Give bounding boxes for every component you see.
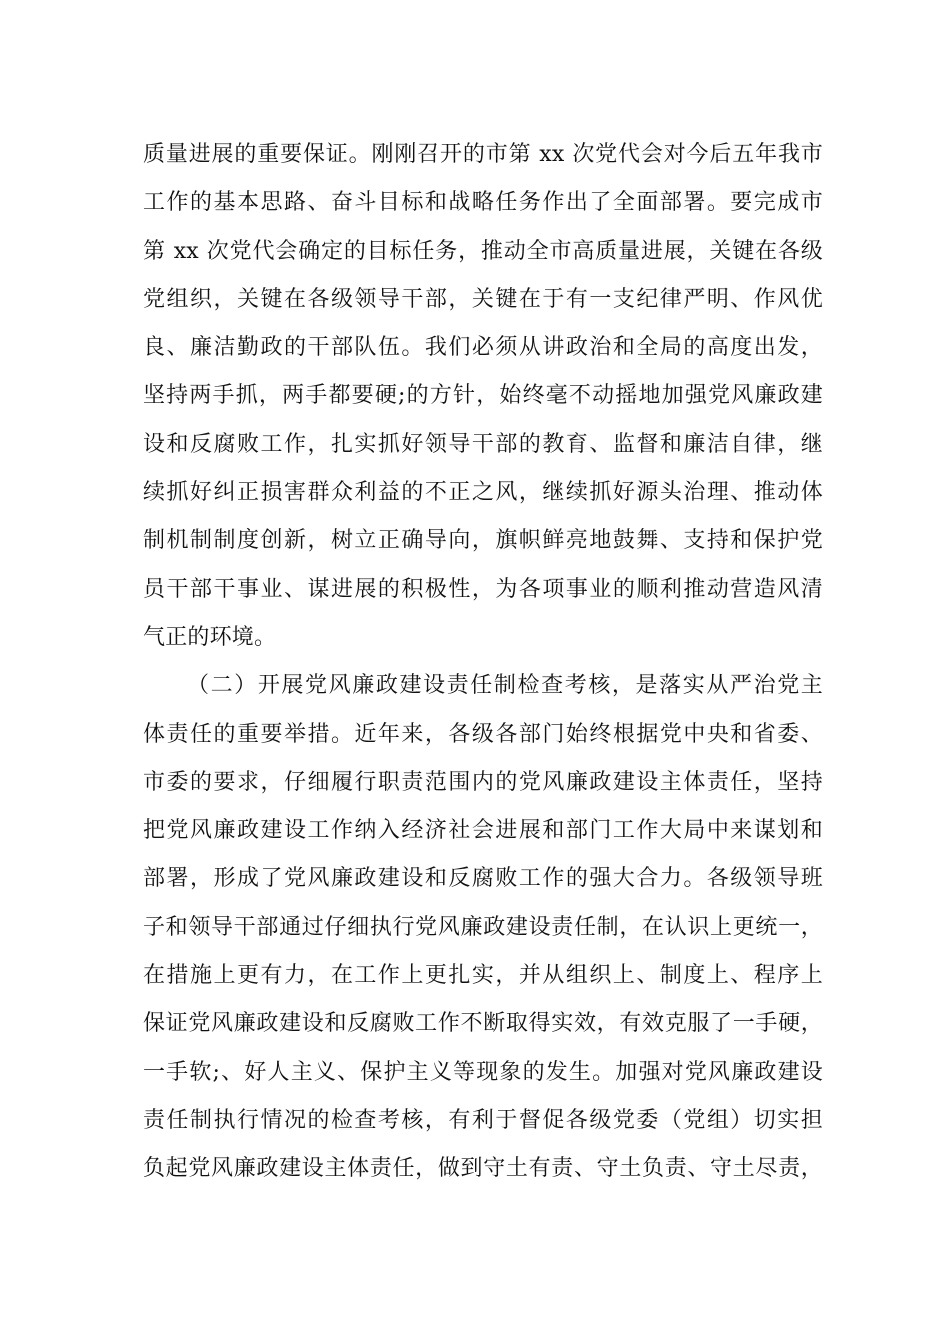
paragraph-1-line: 质量进展的重要保证。刚刚召开的市第 xx 次党代会对今后五年我市 xyxy=(143,142,823,167)
paragraph-1-line: 制机制制度创新，树立正确导向，旗帜鲜亮地鼓舞、支持和保护党 xyxy=(143,528,823,554)
paragraph-2-line: 保证党风廉政建设和反腐败工作不断取得实效，有效克服了一手硬， xyxy=(143,1011,823,1037)
paragraph-1-line: 设和反腐败工作，扎实抓好领导干部的教育、监督和廉洁自律，继 xyxy=(143,431,823,457)
paragraph-1-line: 工作的基本思路、奋斗目标和战略任务作出了全面部署。要完成市 xyxy=(143,190,823,216)
paragraph-2-line: 部署，形成了党风廉政建设和反腐败工作的强大合力。各级领导班 xyxy=(143,866,823,892)
paragraph-1-line: 气正的环境。 xyxy=(143,624,277,650)
paragraph-2-line: 把党风廉政建设工作纳入经济社会进展和部门工作大局中来谋划和 xyxy=(143,818,823,844)
paragraph-1-line: 员干部干事业、谋进展的积极性，为各项事业的顺利推动营造风清 xyxy=(143,576,823,602)
paragraph-1 xyxy=(143,131,823,662)
paragraph-1-line: 党组织，关键在各级领导干部，关键在于有一支纪律严明、作风优 xyxy=(143,286,823,312)
paragraph-2-line: 体责任的重要举措。近年来，各级各部门始终根据党中央和省委、 xyxy=(143,721,823,747)
paragraph-2-line: 责任制执行情况的检查考核，有利于督促各级党委（党组）切实担 xyxy=(143,1107,823,1133)
paragraph-1-line: 坚持两手抓，两手都要硬;的方针，始终毫不动摇地加强党风廉政建 xyxy=(143,383,823,409)
paragraph-2-line: （二）开展党风廉政建设责任制检查考核，是落实从严治党主 xyxy=(187,673,823,699)
paragraph-2-line: 负起党风廉政建设主体责任，做到守土有责、守土负责、守土尽责， xyxy=(143,1156,823,1182)
document-body xyxy=(143,131,823,1194)
paragraph-1-line: 续抓好纠正损害群众利益的不正之风，继续抓好源头治理、推动体 xyxy=(143,480,823,506)
paragraph-2-line: 市委的要求，仔细履行职责范围内的党风廉政建设主体责任，坚持 xyxy=(143,769,823,795)
paragraph-1-line: 第 xx 次党代会确定的目标任务，推动全市高质量进展，关键在各级 xyxy=(143,238,823,264)
paragraph-2-line: 一手软;、好人主义、保护主义等现象的发生。加强对党风廉政建设 xyxy=(143,1059,823,1085)
paragraph-2-line: 子和领导干部通过仔细执行党风廉政建设责任制，在认识上更统一， xyxy=(143,914,823,940)
paragraph-2-line: 在措施上更有力，在工作上更扎实，并从组织上、制度上、程序上 xyxy=(143,963,823,989)
paragraph-1-line: 良、廉洁勤政的干部队伍。我们必须从讲政治和全局的高度出发， xyxy=(143,335,823,361)
paragraph-2 xyxy=(143,662,823,1193)
